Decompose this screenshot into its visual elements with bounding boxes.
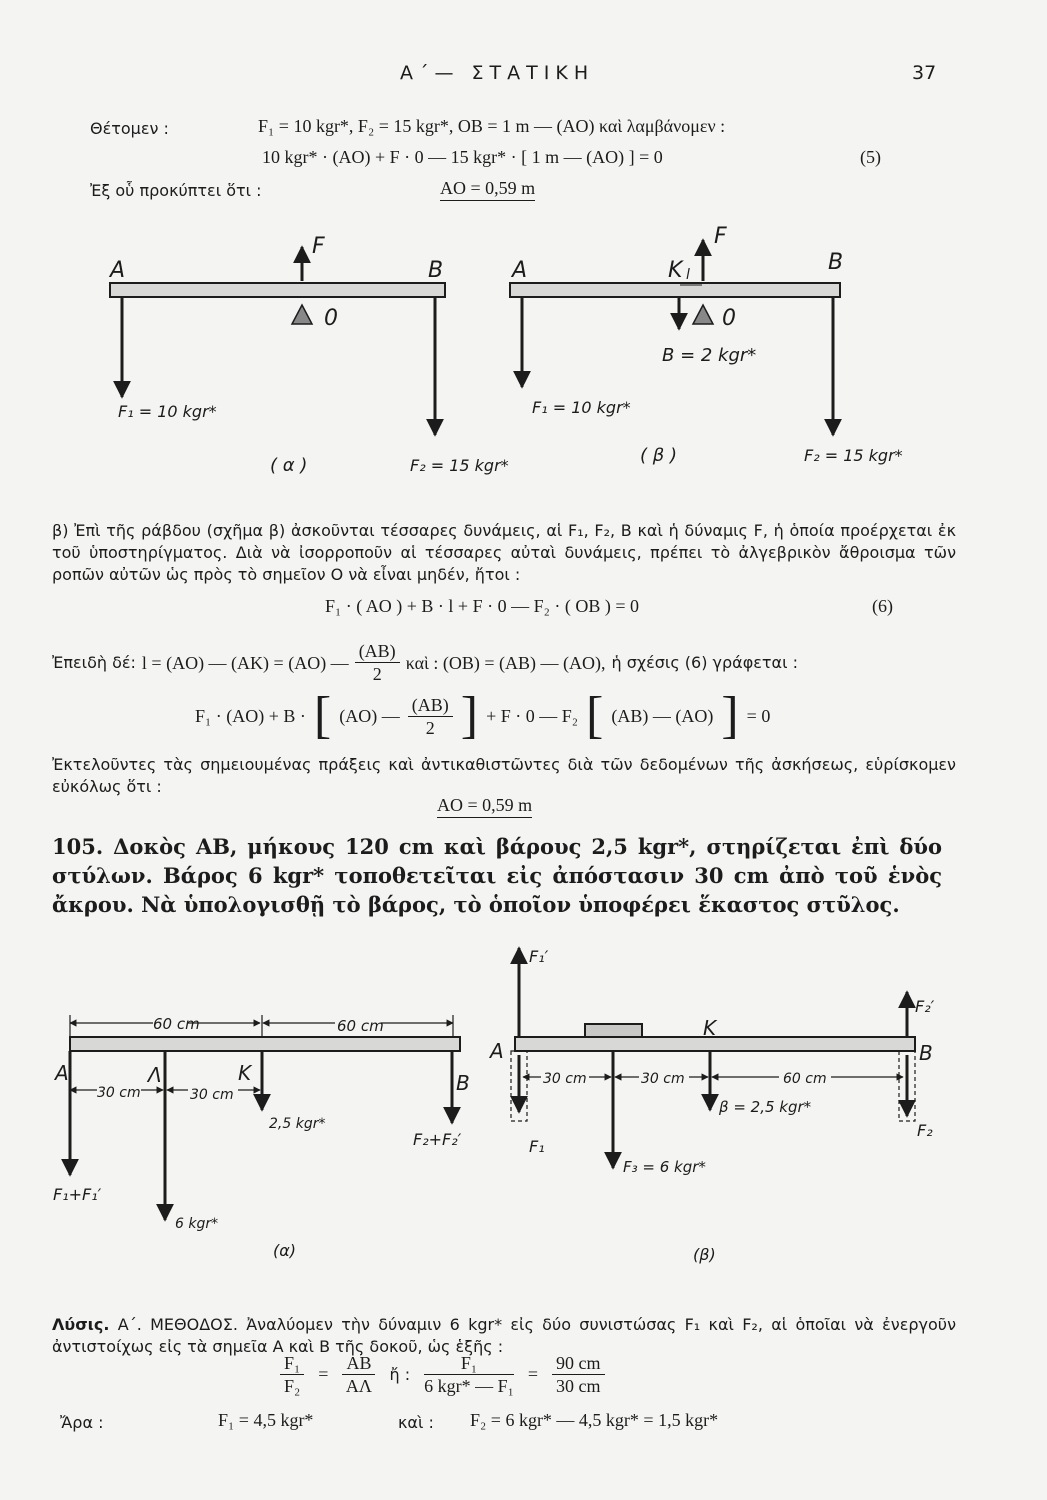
page-number: 37 — [912, 62, 937, 84]
l-expression: l = (AO) — (AK) = (AO) — — [141, 652, 349, 673]
dim-label-60a: 60 cm — [153, 1015, 200, 1033]
rod-a — [110, 283, 445, 297]
label-a-fig2b: A — [490, 1039, 504, 1063]
figure-2 — [45, 940, 965, 1270]
label-b-b: B — [828, 250, 844, 275]
frac3-num: F₁ — [424, 1352, 514, 1375]
caption-fig1-b: ( β ) — [640, 445, 677, 466]
label-k-fig2a: K — [238, 1061, 252, 1085]
label-6kgr: 6 kgr* — [175, 1216, 219, 1232]
dim-label-b60: 60 cm — [783, 1071, 827, 1087]
label-a-b: A — [512, 258, 528, 283]
dim-label-60b: 60 cm — [337, 1017, 384, 1035]
label-f1f1p: F₁+F₁′ — [53, 1185, 102, 1204]
label-f1: F₁ — [529, 1137, 545, 1156]
or-label: ἤ : — [389, 1364, 411, 1384]
big-eq-mid: + F · 0 — F₂ — [486, 705, 579, 726]
paragraph-result: Ἐκτελοῦντες τὰς σημειουμένας πράξεις καὶ ἀντικαθιστῶντες διὰ τῶν δεδομένων τῆς ἀσκήσεως, εὑρίσκομεν εὐκόλως ὅτι : — [52, 755, 956, 796]
frac2-num: AB — [342, 1352, 375, 1375]
frac-f1-f2 — [280, 1352, 304, 1397]
frac1-num: F₁ — [280, 1352, 304, 1375]
label-f2f2p: F₂+F₂′ — [413, 1130, 462, 1149]
frac-ab-al — [342, 1352, 375, 1397]
bracket-close-2: ] — [721, 687, 739, 744]
support-triangle-a — [292, 305, 312, 324]
result-ao-1: AO = 0,59 m — [440, 178, 535, 201]
label-thetomen: Θέτομεν : — [90, 119, 169, 138]
equation-5-number: (5) — [860, 147, 881, 167]
label-k-fig2b: K — [703, 1016, 717, 1040]
solution-text: Α΄. ΜΕΘΟΔΟΣ. Ἀναλύομεν τὴν δύναμιν 6 kgr* εἰς δύο συνιστώσας F₁ καὶ F₂, αἱ ὁποῖαι νὰ ἐνεργοῦν ἀντιστοίχως εἰς τὰ σημεῖα A καὶ B τῆς δοκοῦ, ὡς ἑξῆς : — [52, 1315, 957, 1356]
label-f-b: F — [714, 225, 727, 249]
big-eq-inner1: (AO) — — [339, 705, 400, 726]
label-bweight-b: B = 2 kgr* — [662, 345, 757, 366]
result-ao-2: AO = 0,59 m — [437, 795, 532, 818]
label-k-b: K — [668, 258, 683, 283]
ob-expression: καὶ : (OB) = (AB) — (AO), — [405, 652, 606, 673]
frac3-den: 6 kgr* — F₁ — [424, 1376, 514, 1396]
label-2-5kgr: 2,5 kgr* — [269, 1116, 326, 1132]
label-f2: F₂ — [917, 1121, 933, 1140]
label-f1-b: F₁ = 10 kgr* — [532, 398, 631, 417]
ratio-equation — [280, 1352, 605, 1397]
big-eq-left: F₁ · (AO) + B · — [195, 705, 306, 726]
big-eq-inner2: (AB) — (AO) — [611, 705, 714, 726]
label-b-fig2b: B — [919, 1041, 933, 1065]
ara-label: Ἄρα : — [60, 1413, 104, 1432]
solution-label: Λύσις. — [52, 1315, 110, 1334]
bracket-close-1: ] — [460, 687, 479, 744]
given-values: F₁ = 10 kgr*, F₂ = 15 kgr*, OB = 1 m — (AO) καὶ λαμβάνομεν : — [258, 116, 726, 136]
running-header: Α΄— ΣΤΑΤΙΚΗ — [400, 62, 595, 84]
label-o-b: 0 — [722, 306, 736, 331]
frac4-den: 30 cm — [556, 1376, 601, 1396]
label-beta: β = 2,5 kgr* — [719, 1098, 812, 1116]
support-triangle-b — [693, 305, 713, 324]
frac-90-30 — [552, 1352, 605, 1397]
fraction-ab-over-2 — [355, 640, 400, 685]
caption-fig2-a: (α) — [273, 1241, 297, 1260]
problem-105: 105. Δοκὸς AB, μήκους 120 cm καὶ βάρους 2,5 kgr*, στηρίζεται ἐπὶ δύο στύλων. Βάρος 6 kgr* τοποθετεῖται εἰς ἀπόστασιν 30 cm ἀπὸ τοῦ ἑνὸς ἄκρου. Νὰ ὑπολογισθῇ τὸ βάρος, τὸ ὁποῖον ὑποφέρει ἕκαστος στῦλος. — [52, 834, 942, 917]
big-eq-frac-den: 2 — [425, 717, 435, 738]
bracket-open-1: [ — [313, 687, 332, 744]
dim-label-30a: 30 cm — [97, 1085, 141, 1101]
label-lambda-fig2a: Λ — [148, 1063, 162, 1087]
dim-label-b30a: 30 cm — [543, 1071, 587, 1087]
kai-label: καὶ : — [398, 1413, 434, 1432]
label-l-b: l — [686, 267, 690, 283]
label-f1-a: F₁ = 10 kgr* — [118, 402, 217, 421]
label-f2p: F₂′ — [915, 997, 935, 1016]
frac4-num: 90 cm — [552, 1352, 605, 1375]
epeidi-label: Ἐπειδὴ δέ: — [52, 652, 136, 672]
frac1-den: F₂ — [284, 1376, 301, 1396]
equals-1: = — [318, 1364, 329, 1384]
big-equation — [195, 687, 771, 744]
result-f2: F₂ = 6 kgr* — 4,5 kgr* = 1,5 kgr* — [470, 1410, 719, 1430]
fraction-den: 2 — [372, 664, 382, 684]
label-f2-b: F₂ = 15 kgr* — [804, 446, 903, 465]
figure-1 — [80, 225, 980, 495]
big-eq-frac-num: (AB) — [408, 694, 453, 717]
dim-label-b30b: 30 cm — [641, 1071, 685, 1087]
label-f3: F₃ = 6 kgr* — [623, 1158, 706, 1176]
frac-f1-diff — [424, 1352, 514, 1397]
dim-label-30b: 30 cm — [190, 1087, 234, 1103]
equation-6-number: (6) — [872, 596, 893, 616]
caption-fig1-a: ( α ) — [270, 455, 308, 476]
result-f1: F₁ = 4,5 kgr* — [218, 1410, 314, 1430]
epeidi-line — [52, 640, 798, 685]
rod-b — [510, 283, 840, 297]
label-b-fig2a: B — [456, 1071, 470, 1095]
equals-2: = — [527, 1364, 539, 1384]
label-f-a: F — [312, 234, 325, 259]
equation-5: 10 kgr* · (AO) + F · 0 — 15 kgr* · [ 1 m — (AO) ] = 0 — [262, 147, 663, 167]
caption-fig2-b: (β) — [693, 1245, 716, 1264]
bracket-open-2: [ — [586, 687, 604, 744]
equation-6: F₁ · ( AO ) + B · l + F · 0 — F₂ · ( OB ) = 0 — [325, 596, 640, 616]
paragraph-beta: β) Ἐπὶ τῆς ράβδου (σχῆμα β) ἀσκοῦνται τέσσαρες δυνάμεις, αἱ F₁, F₂, B καὶ ἡ δύναμις F, ἡ ὁποία προέρχεται ἐκ τοῦ ὑποστηρίγματος. Διὰ νὰ ἰσορροποῦν αἱ τέσσαρες αὐταὶ δυνάμεις, πρέπει τὸ ἀλγεβρικὸν ἄθροισμα τῶν ροπῶν αὐτῶν ὡς πρὸς τὸ σημεῖον O νὰ εἶναι μηδέν, ἤτοι : — [52, 521, 956, 584]
label-f1p: F₁′ — [529, 947, 549, 966]
weight-block — [585, 1024, 642, 1037]
label-ex-ou: Ἐξ οὗ προκύπτει ὅτι : — [90, 181, 262, 200]
frac2-den: AΛ — [345, 1376, 372, 1396]
label-f2-a: F₂ = 15 kgr* — [410, 456, 509, 475]
label-b-a: B — [428, 258, 444, 283]
big-eq-fraction — [408, 694, 453, 739]
beam-a — [70, 1037, 460, 1051]
label-o-a: 0 — [324, 306, 338, 331]
big-eq-right: = 0 — [746, 705, 771, 726]
fraction-num: (AB) — [355, 640, 400, 663]
relation-text: ἡ σχέσις (6) γράφεται : — [611, 652, 798, 672]
label-a-fig2a: A — [55, 1061, 69, 1085]
label-a-a: A — [110, 258, 126, 283]
